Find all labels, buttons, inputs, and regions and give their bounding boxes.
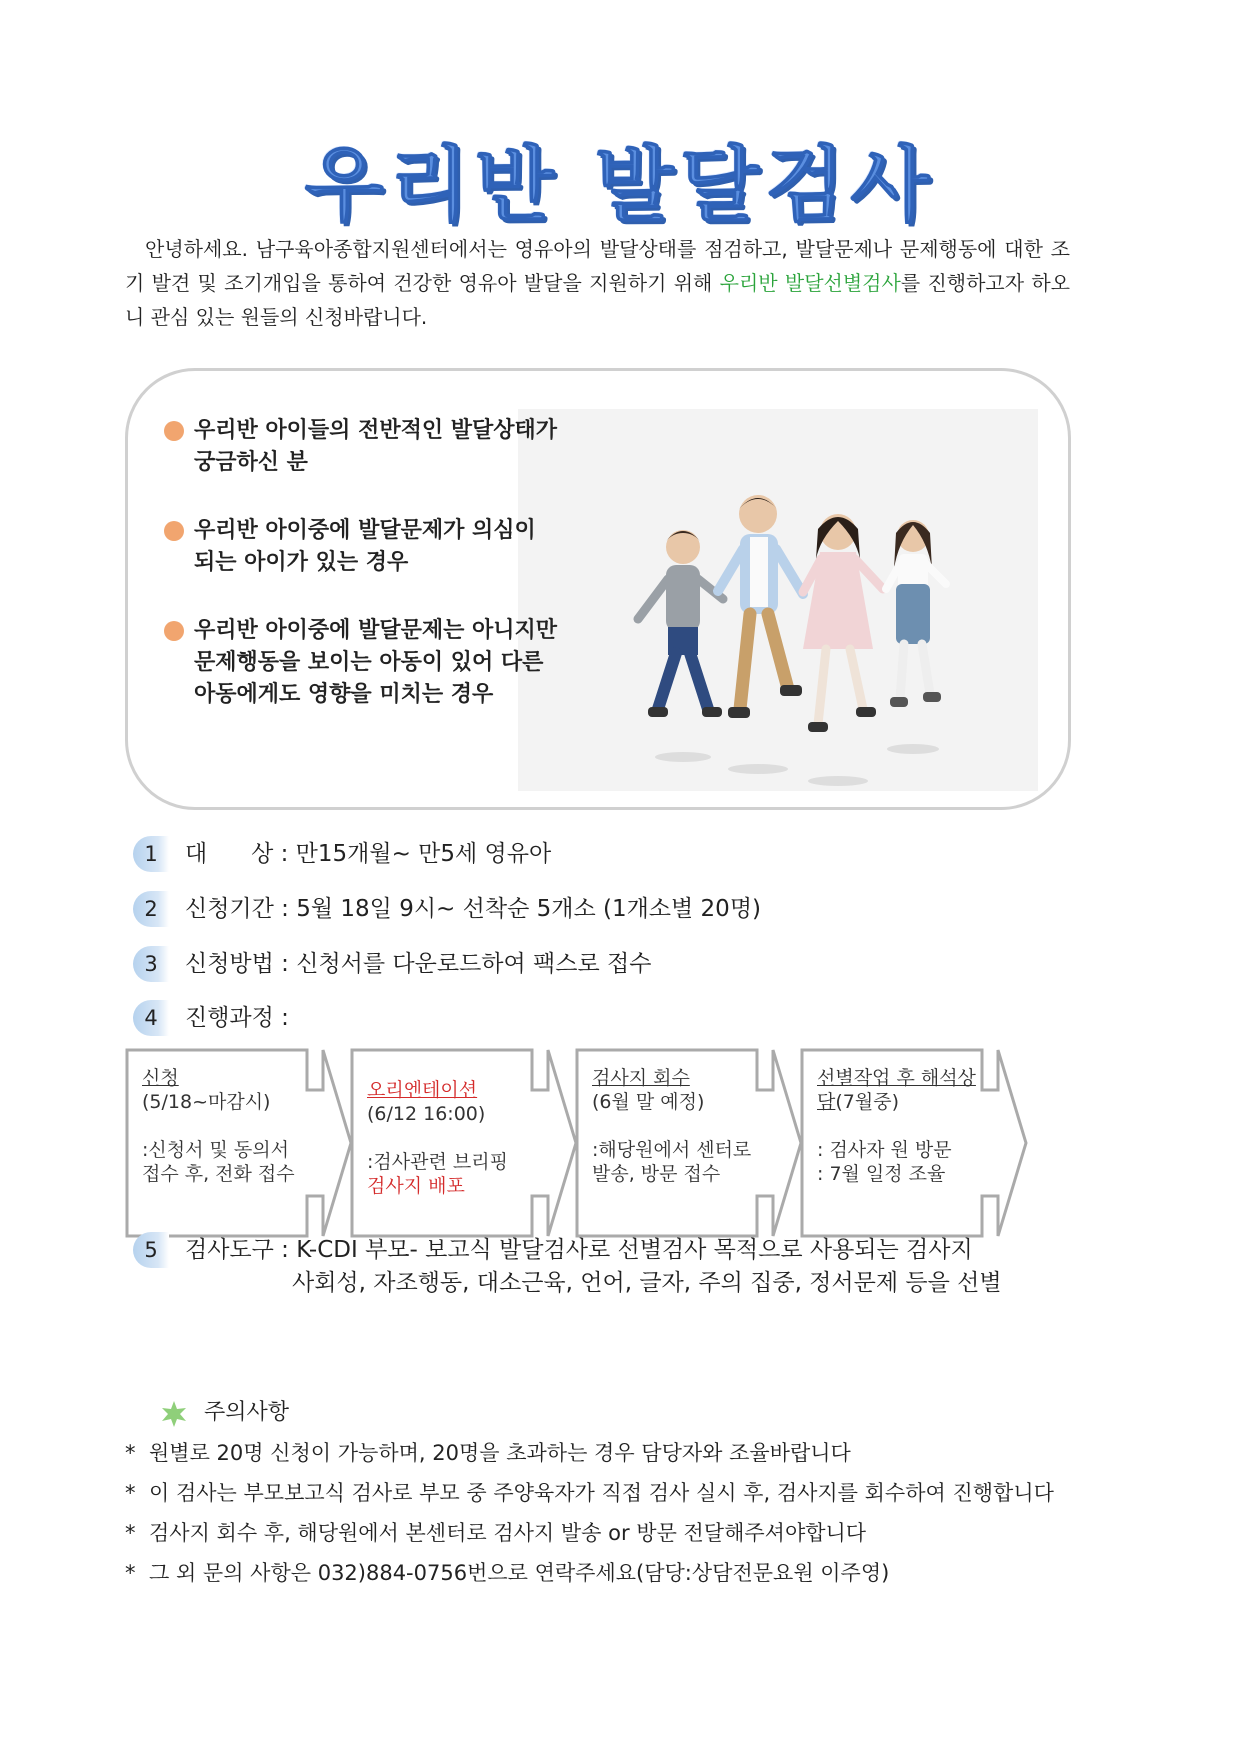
number-badge: 3 <box>133 946 169 982</box>
caution-note: * 검사지 회수 후, 해당원에서 본센터로 검사지 발송 or 방문 전달해주셔야합니다 <box>125 1521 867 1545</box>
caution-note: * 그 외 문의 사항은 032)884-0756번으로 연락주세요(담당:상담전문요원 이주영) <box>125 1561 890 1585</box>
intro-paragraph <box>125 232 1070 334</box>
caution-label: 주의사항 <box>204 1400 290 1425</box>
number-badge: 1 <box>133 836 169 872</box>
step-desc: :검사관련 브리핑 <box>367 1151 508 1173</box>
orange-dot-icon <box>164 521 184 541</box>
step-date: (6/12 16:00) <box>367 1103 486 1125</box>
step-title: 오리엔테이션 <box>367 1079 478 1101</box>
process-step-orientation <box>350 1048 580 1238</box>
intro-text-2: 를 진행하고자 하오니 관심 있는 원들의 신청바랍니다. <box>125 271 1070 329</box>
step-desc-red: 검사지 배포 <box>367 1175 465 1197</box>
orange-dot-icon <box>164 621 184 641</box>
orange-dot-icon <box>164 421 184 441</box>
target-bullet: 우리반 아이들의 전반적인 발달상태가 궁금하신 분 <box>158 415 558 479</box>
step-desc: : 검사자 원 방문 <box>817 1139 952 1161</box>
step-title: 신청 <box>142 1067 179 1089</box>
info-text: 대 상 : 만15개월~ 만5세 영유아 <box>185 841 552 867</box>
step-date: (5/18~마감시) <box>142 1091 271 1113</box>
caution-note: * 원별로 20명 신청이 가능하며, 20명을 초과하는 경우 담당자와 조율바랍니다 <box>125 1441 851 1465</box>
info-text: 진행과정 : <box>185 1005 289 1031</box>
target-bullet: 우리반 아이중에 발달문제가 의심이 되는 아이가 있는 경우 <box>158 515 558 579</box>
page-title: 우리반 발달검사 <box>304 138 936 233</box>
process-step-apply <box>125 1048 355 1238</box>
target-bullet-list <box>158 415 558 747</box>
caution-note: * 이 검사는 부모보고식 검사로 부모 중 주양육자가 직접 검사 실시 후, 검사지를 회수하여 진행합니다 <box>125 1481 1054 1505</box>
intro-highlight: 우리반 발달선별검사 <box>719 271 901 295</box>
step-title: 선별작업 후 해석상담 <box>817 1067 976 1113</box>
step-desc: :신청서 및 동의서 접수 후, 전화 접수 <box>142 1139 295 1185</box>
step-desc: :해당원에서 센터로 발송, 방문 접수 <box>592 1139 752 1185</box>
number-badge: 2 <box>133 891 169 927</box>
step-date: (6월 말 예정) <box>592 1091 705 1113</box>
info-item-tool-sub: 사회성, 자조행동, 대소근육, 언어, 글자, 주의 집중, 정서문제 등을 선별 <box>292 1270 1002 1296</box>
process-step-counsel <box>800 1048 1030 1238</box>
target-bullet: 우리반 아이중에 발달문제는 아니지만 문제행동을 보이는 아동이 있어 다른 아동에게도 영향을 미치는 경우 <box>158 615 558 711</box>
children-running-photo <box>518 409 1038 791</box>
step-desc-2: : 7월 일정 조율 <box>817 1163 946 1185</box>
intro-text-1: 안녕하세요. 남구육아종합지원센터에서는 영유아의 발달상태를 점검하고, 발달문제나 문제행동에 대한 조기 발견 및 조기개입을 통하여 건강한 영유아 발달을 지원하기 위해 <box>125 237 1070 295</box>
info-text: 신청기간 : 5월 18일 9시~ 선착순 5개소 (1개소별 20명) <box>185 896 762 922</box>
step-title: 검사지 회수 <box>592 1067 690 1089</box>
info-text: 신청방법 : 신청서를 다운로드하여 팩스로 접수 <box>185 951 652 977</box>
star-icon <box>160 1400 188 1428</box>
step-date: (7월중) <box>835 1091 899 1113</box>
info-text: 검사도구 : K-CDI 부모- 보고식 발달검사로 선별검사 목적으로 사용되는 검사지 <box>185 1237 973 1263</box>
target-box <box>125 368 1071 810</box>
number-badge: 5 <box>133 1232 169 1268</box>
number-badge: 4 <box>133 1000 169 1036</box>
process-step-collect <box>575 1048 805 1238</box>
